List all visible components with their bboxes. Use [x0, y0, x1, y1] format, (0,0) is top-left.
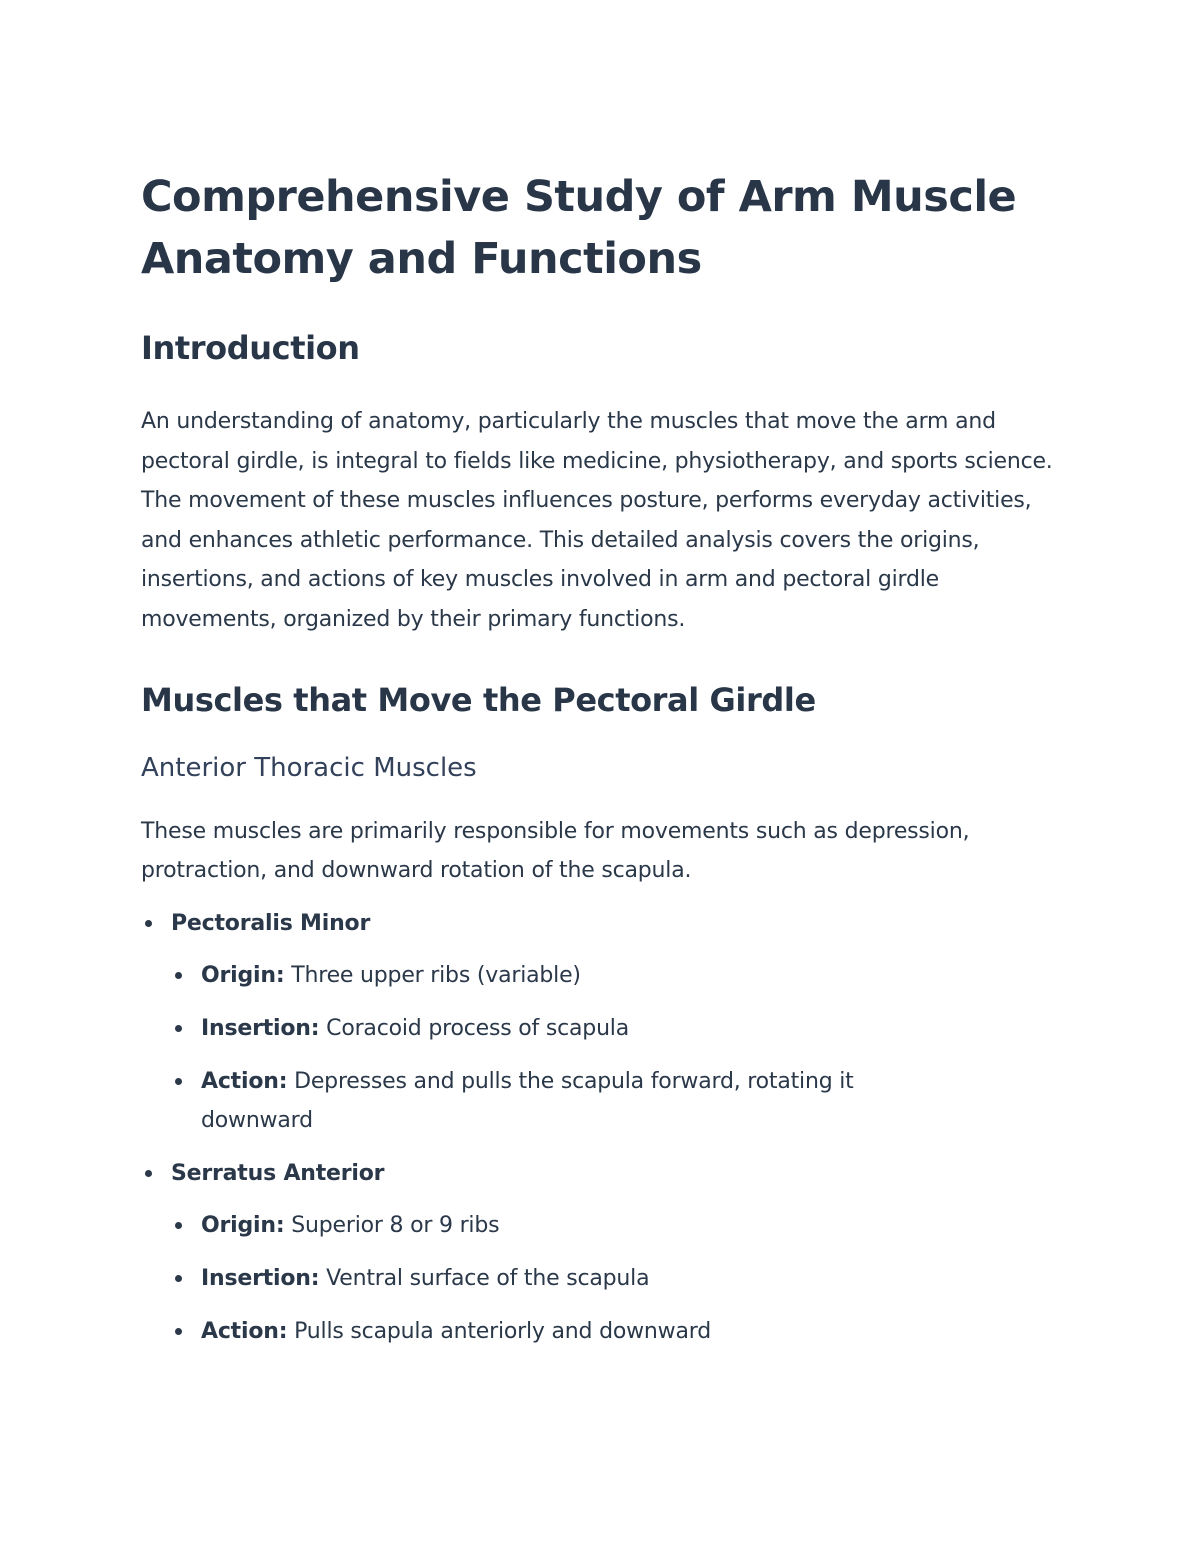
detail-wrap: [201, 1062, 961, 1141]
bullet-icon: [175, 1275, 182, 1282]
muscle-item-serratus-anterior: [141, 1154, 1071, 1351]
muscle-detail-list: [171, 1206, 1071, 1351]
muscle-name: Serratus Anterior: [171, 1160, 385, 1186]
muscle-list: [141, 904, 1071, 1351]
detail-label: Action:: [201, 1318, 288, 1344]
detail-label: Insertion:: [201, 1265, 320, 1291]
detail-label: Action:: [201, 1068, 288, 1094]
subsection-heading: Anterior Thoracic Muscles: [141, 752, 477, 783]
detail-text: Ventral surface of the scapula: [319, 1265, 650, 1291]
detail-item-action: [171, 1312, 1071, 1352]
bullet-icon: [175, 1222, 182, 1229]
bullet-icon: [175, 972, 182, 979]
bullet-icon: [175, 1078, 182, 1085]
bullet-icon: [175, 1025, 182, 1032]
detail-text: Depresses and pulls the scapula forward, rotating it downward: [201, 1068, 854, 1134]
detail-item-insertion: [171, 1009, 1071, 1049]
detail-text: Three upper ribs (variable): [284, 963, 581, 989]
subsection-lead-paragraph: These muscles are primarily responsible for movements such as depression, protraction, and downward rotation of the scapula.: [141, 818, 970, 884]
document-title: Comprehensive Study of Arm Muscle Anatomy and Functions: [141, 172, 1017, 284]
bullet-icon: [175, 1328, 182, 1335]
introduction-heading: Introduction: [141, 329, 360, 367]
detail-item-origin: [171, 956, 1071, 996]
detail-text: Coracoid process of scapula: [319, 1015, 629, 1041]
detail-text: Pulls scapula anteriorly and downward: [287, 1318, 711, 1344]
detail-label: Origin:: [201, 1213, 285, 1239]
muscle-item-pectoralis-minor: [141, 904, 1071, 1141]
muscle-detail-list: [171, 956, 1071, 1140]
detail-label: Origin:: [201, 963, 285, 989]
introduction-paragraph: An understanding of anatomy, particularly the muscles that move the arm and pectoral girdle, is integral to fields like medicine, physiotherapy, and sports science. The movement of these muscles influences posture, performs everyday activities, and enhances athletic performance. This detailed analysis covers the origins, insertions, and actions of key muscles involved in arm and pectoral girdle movements, organized by their primary functions.: [141, 409, 1053, 632]
document-page: [141, 166, 1071, 1364]
section-heading: Muscles that Move the Pectoral Girdle: [141, 680, 816, 719]
bullet-icon: [145, 920, 152, 927]
detail-item-origin: [171, 1206, 1071, 1246]
bullet-icon: [145, 1170, 152, 1177]
detail-item-insertion: [171, 1259, 1071, 1299]
detail-item-action: [171, 1062, 1071, 1141]
muscle-name: Pectoralis Minor: [171, 910, 371, 936]
detail-text: Superior 8 or 9 ribs: [284, 1213, 500, 1239]
detail-label: Insertion:: [201, 1015, 320, 1041]
